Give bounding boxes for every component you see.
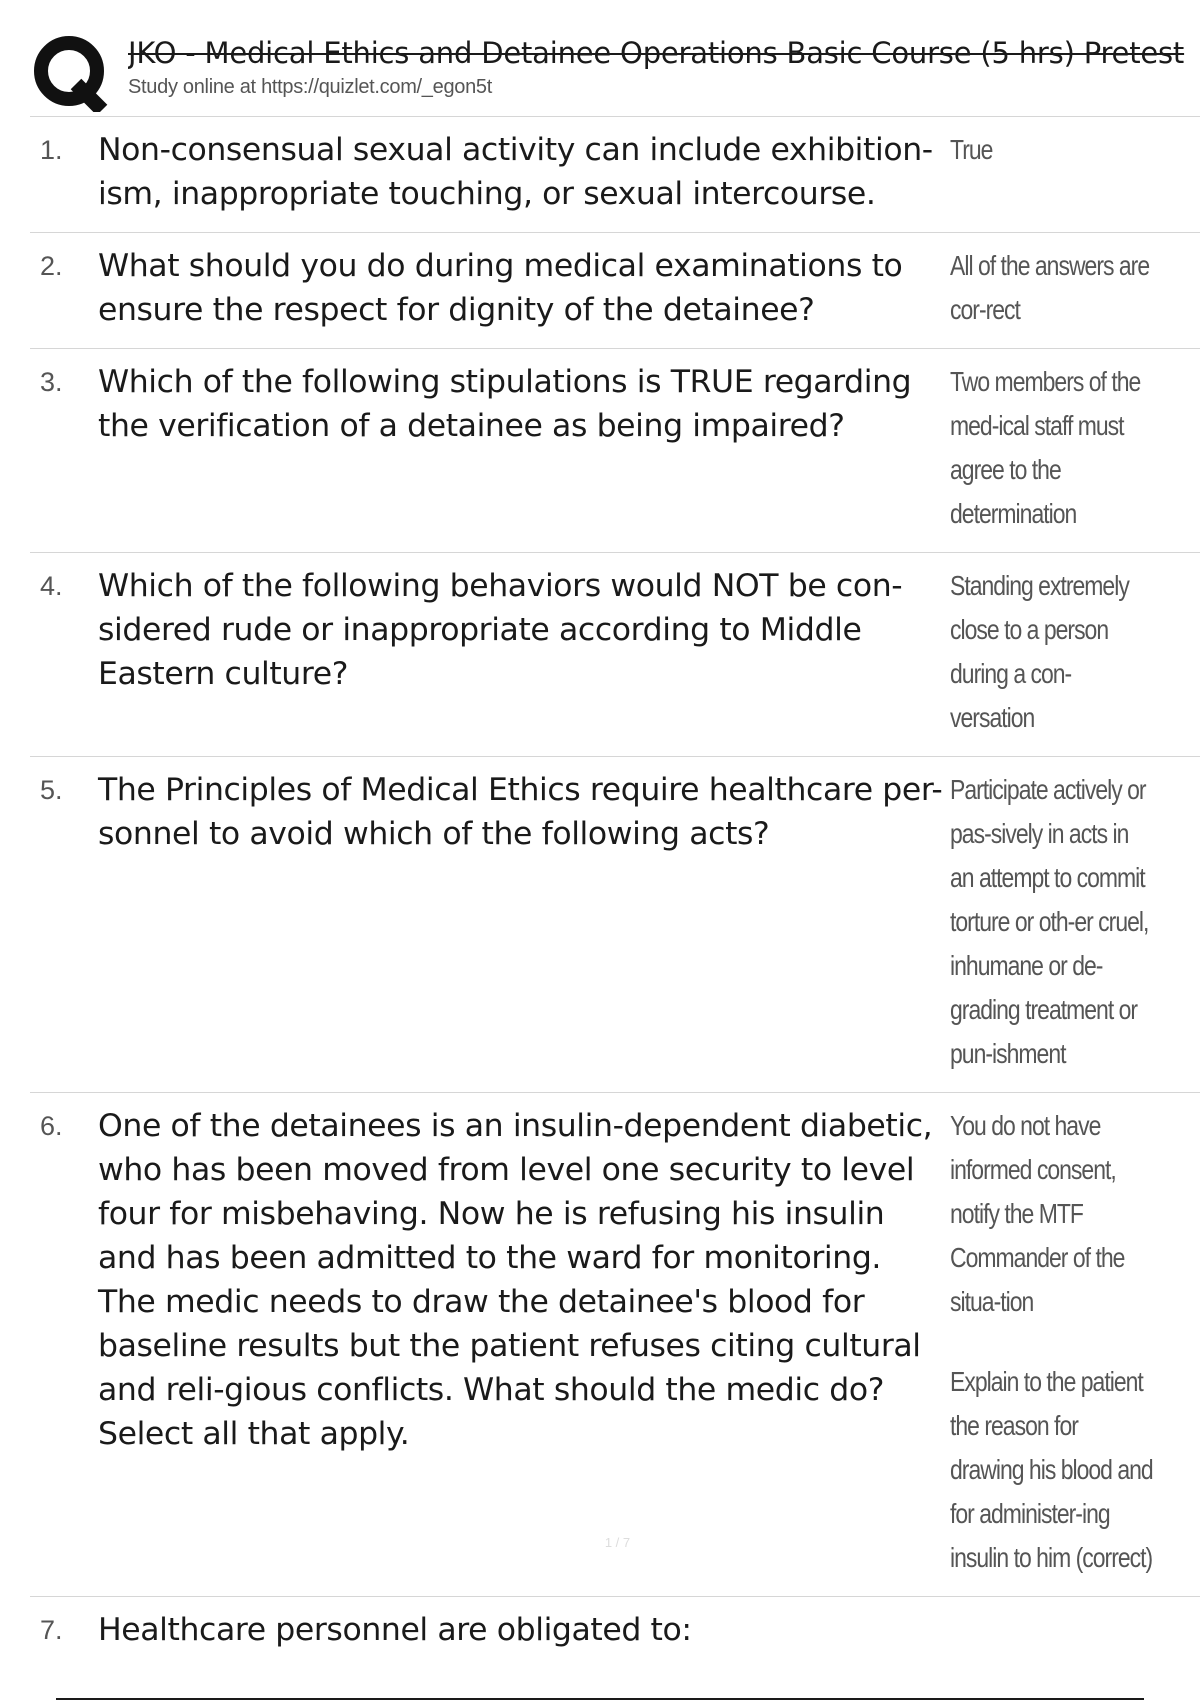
quizlet-q-logo-icon	[32, 34, 110, 112]
flashcard-row	[30, 1093, 1200, 1597]
card-number: 6.	[40, 1111, 63, 1141]
card-question: Healthcare personnel are obligated to:	[98, 1612, 692, 1648]
flashcard-list	[30, 117, 1200, 1668]
title-block	[128, 34, 1200, 100]
card-number: 7.	[40, 1615, 63, 1645]
card-answer	[950, 128, 1155, 216]
card-answer	[950, 1608, 1155, 1652]
card-number: 1.	[40, 135, 63, 165]
answer-text: You do not have informed consent, notify the MTF Commander of the situa-tion	[950, 1110, 1125, 1317]
card-answer	[950, 1104, 1155, 1580]
card-answer	[950, 360, 1155, 536]
flashcard-row	[30, 233, 1200, 349]
document-title: JKO - Medical Ethics and Detainee Operations Basic Course (5 hrs) Pretest	[128, 36, 1185, 70]
card-question: The Principles of Medical Ethics require healthcare per-sonnel to avoid which of the following acts?	[98, 772, 943, 852]
answer-text: Participate actively or pas-sively in acts in an attempt to commit torture or oth-er cruel, inhumane or de-grading treatment or pun-ishment	[950, 774, 1149, 1069]
answer-text: Explain to the patient the reason for drawing his blood and for administer-ing insulin to him (correct)	[950, 1366, 1153, 1573]
answer-text: True	[950, 134, 993, 165]
card-number: 5.	[40, 775, 63, 805]
document-header	[32, 28, 1200, 116]
page-number: 1 / 7	[604, 1535, 631, 1550]
flashcard-row	[30, 757, 1200, 1093]
card-question: What should you do during medical examinations to ensure the respect for dignity of the detainee?	[98, 248, 903, 328]
card-answer	[950, 768, 1155, 1076]
card-answer	[950, 564, 1155, 740]
answer-text: Standing extremely close to a person during a con-versation	[950, 570, 1129, 733]
card-question: Which of the following stipulations is TRUE regarding the verification of a detainee as being impaired?	[98, 364, 912, 444]
card-number: 2.	[40, 251, 63, 281]
flashcard-row	[30, 553, 1200, 757]
card-number: 3.	[40, 367, 63, 397]
flashcard-row	[30, 349, 1200, 553]
card-question: Which of the following behaviors would NOT be con-sidered rude or inappropriate according to Middle Eastern culture?	[98, 568, 903, 692]
card-question: One of the detainees is an insulin-dependent diabetic, who has been moved from level one security to level four for misbehaving. Now he is refusing his insulin and has been admitted to the ward for monitoring. The medic needs to draw the detainee's blood for baseline results but the patient refuses citing cultural and reli-gious conflicts. What should the medic do? Select all that apply.	[98, 1108, 933, 1452]
study-online-link[interactable]: Study online at https://quizlet.com/_egon5t	[128, 76, 493, 98]
answer-text: All of the answers are cor-rect	[950, 250, 1150, 325]
flashcard-row	[30, 117, 1200, 233]
card-number: 4.	[40, 571, 63, 601]
card-question: Non-consensual sexual activity can include exhibition-ism, inappropriate touching, or sexual intercourse.	[98, 132, 933, 212]
card-answer	[950, 244, 1155, 332]
flashcard-row	[30, 1597, 1200, 1668]
answer-text: Two members of the med-ical staff must agree to the determination	[950, 366, 1141, 529]
